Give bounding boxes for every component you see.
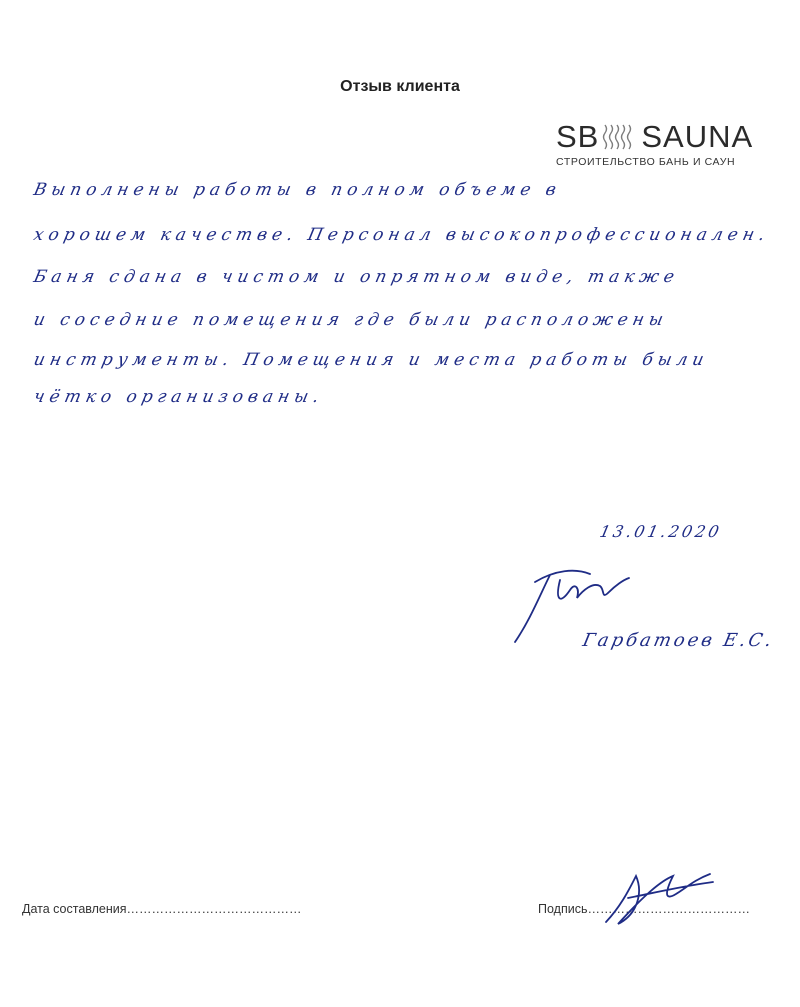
footer-signature [598, 862, 720, 932]
review-line-6: чётко организованы. [31, 387, 326, 407]
logo-tagline: СТРОИТЕЛЬСТВО БАНЬ И САУН [556, 156, 736, 168]
page-title: Отзыв клиента [340, 78, 460, 95]
review-line-2: хорошем качестве. Персонал высокопрофессионален. [31, 225, 772, 245]
review-line-3: Баня сдана в чистом и опрятном виде, также [31, 267, 681, 287]
review-line-1: Выполнены работы в полном объеме в [31, 180, 563, 200]
logo-brand-right: SAUNA [641, 119, 754, 154]
review-line-4: и соседние помещения где были расположены [31, 310, 670, 330]
date-field-label: Дата составления…………………………………… [22, 902, 302, 916]
review-date: 13.01.2020 [597, 522, 724, 541]
client-name: Гарбатоев Е.С. [580, 630, 777, 651]
signature-field-label: Подпись………………………………… [538, 902, 750, 916]
review-line-5: инструменты. Помещения и места работы были [31, 350, 711, 370]
logo-brand-left: SB [556, 119, 600, 154]
